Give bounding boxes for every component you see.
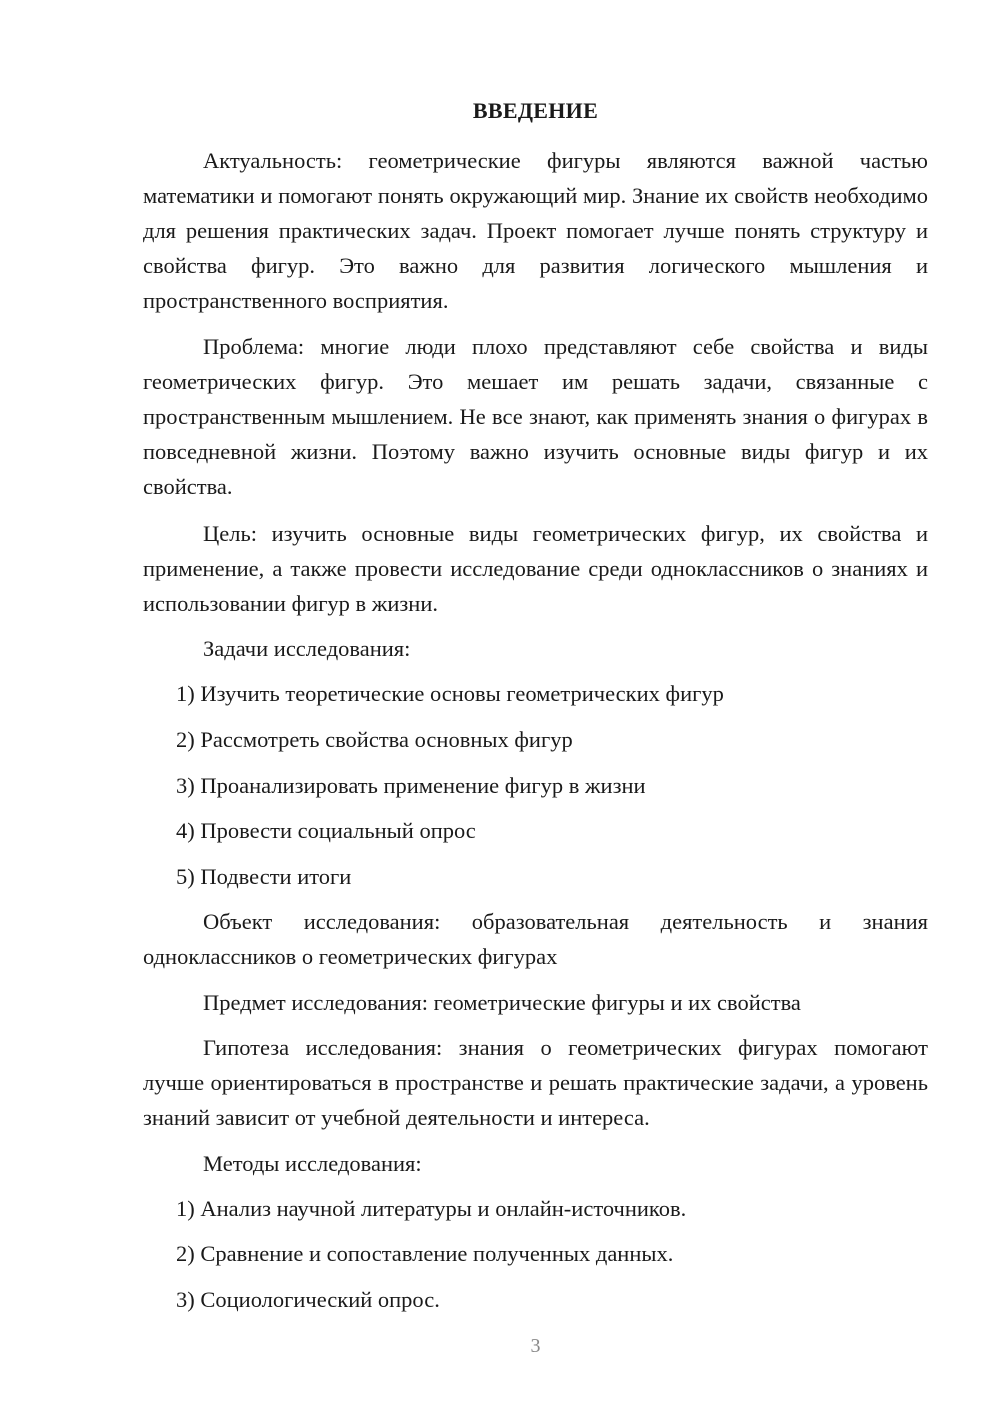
tasks-heading: Задачи исследования:: [203, 636, 411, 661]
method-item: 3) Социологический опрос.: [176, 1287, 440, 1312]
hypothesis-paragraph: Гипотеза исследования: знания о геометрических фигурах помогают лучше ориентироваться в пространстве и решать практические задачи, а уровень знаний зависит от учебной деятельности и интереса.: [143, 1035, 928, 1130]
goal-paragraph: Цель: изучить основные виды геометрических фигур, их свойства и применение, а также провести исследование среди одноклассников о знаниях и использовании фигур в жизни.: [143, 521, 928, 616]
method-item: 2) Сравнение и сопоставление полученных данных.: [176, 1241, 674, 1266]
subject-paragraph: Предмет исследования: геометрические фигуры и их свойства: [203, 990, 801, 1015]
methods-heading: Методы исследования:: [203, 1151, 422, 1176]
page-number: 3: [530, 1335, 541, 1357]
task-item: 1) Изучить теоретические основы геометрических фигур: [176, 681, 724, 706]
task-item: 5) Подвести итоги: [176, 864, 352, 889]
task-item: 2) Рассмотреть свойства основных фигур: [176, 727, 573, 752]
object-paragraph: Объект исследования: образовательная деятельность и знания одноклассников о геометрических фигурах: [143, 909, 928, 969]
method-item: 1) Анализ научной литературы и онлайн-источников.: [176, 1196, 687, 1221]
problem-paragraph: Проблема: многие люди плохо представляют себе свойства и виды геометрических фигур. Это мешает им решать задачи, связанные с пространственным мышлением. Не все знают, как применять знания о фигурах в повседневной жизни. Поэтому важно изучить основные виды фигур и их свойства.: [143, 334, 928, 499]
relevance-paragraph: Актуальность: геометрические фигуры являются важной частью математики и помогают понять окружающий мир. Знание их свойств необходимо для решения практических задач. Проект помогает лучше понять структуру и свойства фигур. Это важно для развития логического мышления и пространственного восприятия.: [143, 148, 928, 313]
section-heading: ВВЕДЕНИЕ: [472, 98, 599, 123]
task-item: 3) Проанализировать применение фигур в жизни: [176, 773, 646, 798]
document-page: [143, 0, 928, 1414]
task-item: 4) Провести социальный опрос: [176, 818, 476, 843]
